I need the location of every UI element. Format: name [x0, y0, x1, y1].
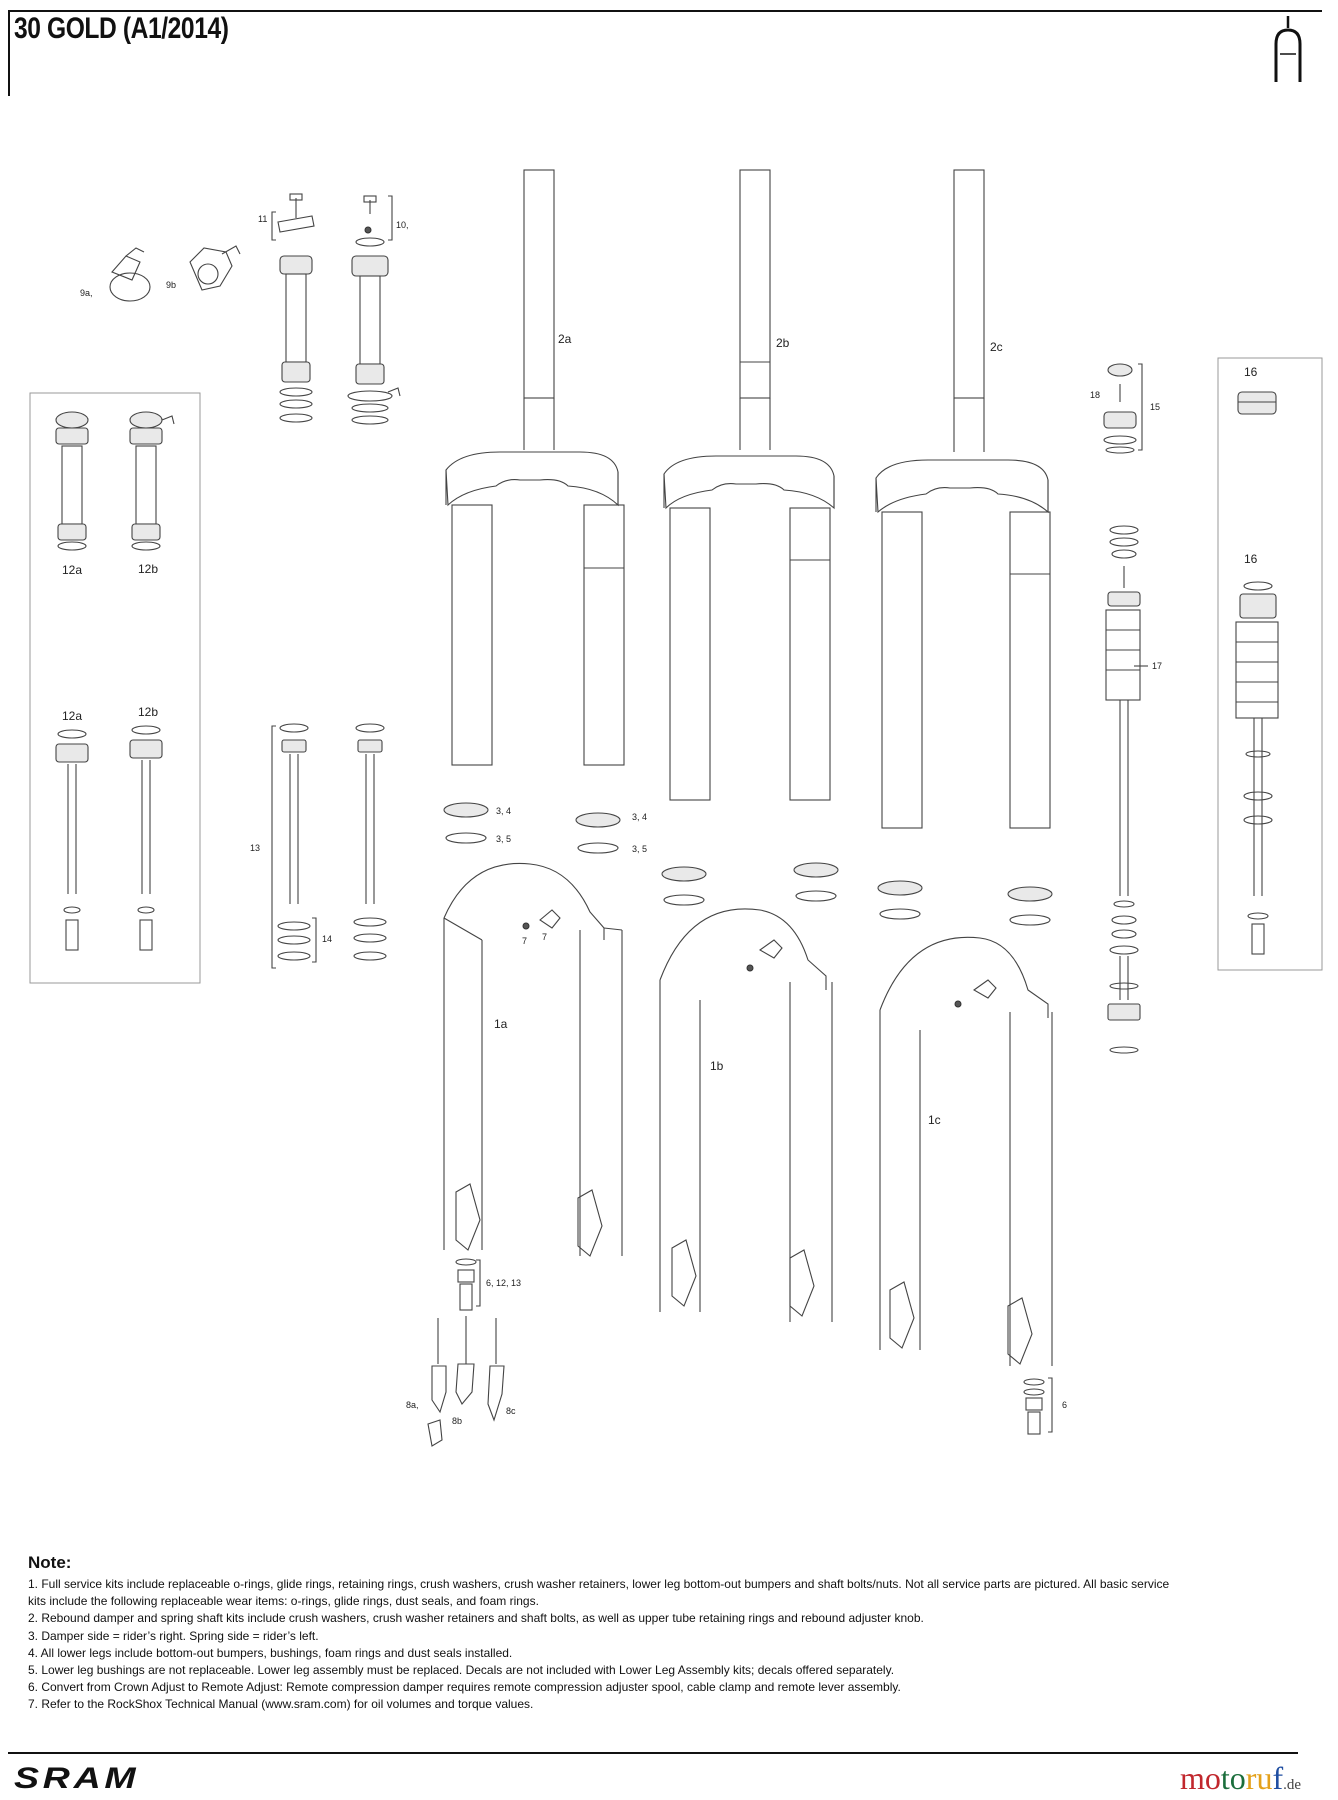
note-item: 7. Refer to the RockShox Technical Manual (www.sram.com) for oil volumes and torque values. [28, 1697, 534, 1712]
shaft-bolt-6 [1024, 1379, 1044, 1434]
label-12a-top: 12a [62, 563, 83, 577]
crown-steerer-uppers-2b [664, 170, 834, 800]
note-item: 2. Rebound damper and spring shaft kits include crush washers, crush washer retainers and shaft bolts, as well as upper tube retaining rings and rebound adjuster knob. [28, 1611, 924, 1626]
bracket-6 [1048, 1378, 1052, 1432]
notes-title: Note: [28, 1553, 72, 1572]
label-3-5-a: 3, 5 [496, 834, 512, 844]
crown-steerer-uppers-2a [446, 170, 624, 765]
damper-assembly-11 [278, 194, 314, 422]
bracket-15 [1138, 364, 1142, 450]
notes-list [28, 1576, 1318, 1714]
sram-logo: SRAM [14, 1762, 140, 1795]
bracket-10 [388, 196, 392, 240]
crown-steerer-uppers-2c [876, 170, 1050, 828]
watermark [1180, 1760, 1301, 1797]
label-2a: 2a [558, 332, 572, 346]
spring-shaft-13b [354, 724, 386, 960]
label-9b: 9b [166, 280, 177, 290]
lower-leg-1a [444, 863, 622, 1256]
label-1a: 1a [494, 1017, 508, 1031]
label-8c: 8c [506, 1406, 516, 1416]
label-2b: 2b [776, 336, 790, 350]
bracket-11 [272, 212, 276, 240]
notes-section [28, 1553, 1318, 1714]
label-12a-bot: 12a [62, 709, 83, 723]
dust-seals-1b [662, 863, 838, 905]
dust-seal-left [444, 803, 488, 843]
note-item: kits include the following replaceable wear items: o-rings, glide rings, dust seals, and foam rings. [28, 1594, 539, 1609]
watermark-part: ru [1245, 1760, 1273, 1796]
label-8b: 8b [452, 1416, 463, 1426]
label-17: 17 [1152, 661, 1163, 671]
label-7-b: 7 [542, 932, 548, 942]
shaft-bolt-6-12-13 [456, 1259, 476, 1310]
footer-rule [8, 1752, 1298, 1754]
bracket-13 [272, 726, 276, 968]
shaft-12a-bottom [56, 730, 88, 950]
label-18: 18 [1090, 390, 1101, 400]
dust-seal-right [576, 813, 620, 853]
watermark-part: mo [1180, 1760, 1221, 1796]
spring-shaft-13a [278, 724, 310, 960]
top-cap-16 [1238, 392, 1276, 414]
adjuster-knob-8b [456, 1316, 474, 1404]
remote-lever-9b [190, 246, 240, 290]
label-11: 11 [258, 214, 268, 224]
note-item: 3. Damper side = rider’s right. Spring side = rider’s left. [28, 1628, 319, 1643]
label-12b-top: 12b [138, 562, 159, 576]
adjuster-knob-8a [428, 1318, 446, 1446]
top-cap-assembly-15 [1104, 364, 1136, 453]
label-15: 15 [1150, 402, 1161, 412]
label-16-top: 16 [1244, 365, 1258, 379]
watermark-tld: .de [1283, 1777, 1302, 1793]
label-8a: 8a, [406, 1400, 419, 1410]
label-3-4-a: 3, 4 [496, 806, 512, 816]
label-1b: 1b [710, 1059, 724, 1073]
label-13: 13 [250, 843, 261, 853]
label-2c: 2c [990, 340, 1003, 354]
label-16-mid: 16 [1244, 552, 1258, 566]
note-item: 6. Convert from Crown Adjust to Remote Adjust: Remote compression damper requires remote compression adjuster spool, cable clamp and remote lever assembly. [28, 1680, 901, 1695]
bracket-14 [312, 918, 316, 962]
label-3-4-b: 3, 4 [632, 812, 648, 822]
label-14: 14 [322, 934, 333, 944]
dust-seals-1c [878, 881, 1052, 925]
spring-assembly-16 [1236, 582, 1278, 954]
remote-lever-9a [110, 248, 150, 301]
box-16 [1218, 358, 1322, 970]
label-6: 6 [1062, 1400, 1068, 1410]
damper-12b-top [130, 412, 174, 550]
spring-shaft-17 [1106, 526, 1140, 1053]
label-9a: 9a, [80, 288, 93, 298]
label-3-5-b: 3, 5 [632, 844, 648, 854]
lower-leg-1b [660, 909, 832, 1322]
page-title: 30 GOLD (A1/2014) [14, 12, 229, 45]
watermark-part: f [1272, 1760, 1284, 1796]
adjuster-knob-8c [488, 1318, 504, 1420]
label-7-a: 7 [522, 936, 528, 946]
label-6-12-13: 6, 12, 13 [486, 1278, 522, 1288]
bolt-7 [540, 910, 560, 928]
label-10: 10, [396, 220, 409, 230]
shaft-12b-bottom [130, 726, 162, 950]
note-item: 4. All lower legs include bottom-out bumpers, bushings, foam rings and dust seals installed. [28, 1645, 513, 1660]
box-12 [30, 393, 200, 983]
label-12b-bot: 12b [138, 705, 159, 719]
note-item: 1. Full service kits include replaceable o-rings, glide rings, retaining rings, crush washers, crush washer retainers, lower leg bottom-out bumpers and shaft bolts/nuts. Not all service parts are pictured. All basic service [28, 1577, 1170, 1591]
damper-12a-top [56, 412, 88, 550]
watermark-part: to [1220, 1760, 1246, 1796]
lower-leg-1c [880, 937, 1052, 1366]
label-1c: 1c [928, 1113, 941, 1127]
bracket-6-12-13 [476, 1260, 480, 1306]
note-item: 5. Lower leg bushings are not replaceable. Lower leg assembly must be replaced. Decals are not included with Lower Leg Assembly kits; decals offered separately. [28, 1663, 895, 1678]
